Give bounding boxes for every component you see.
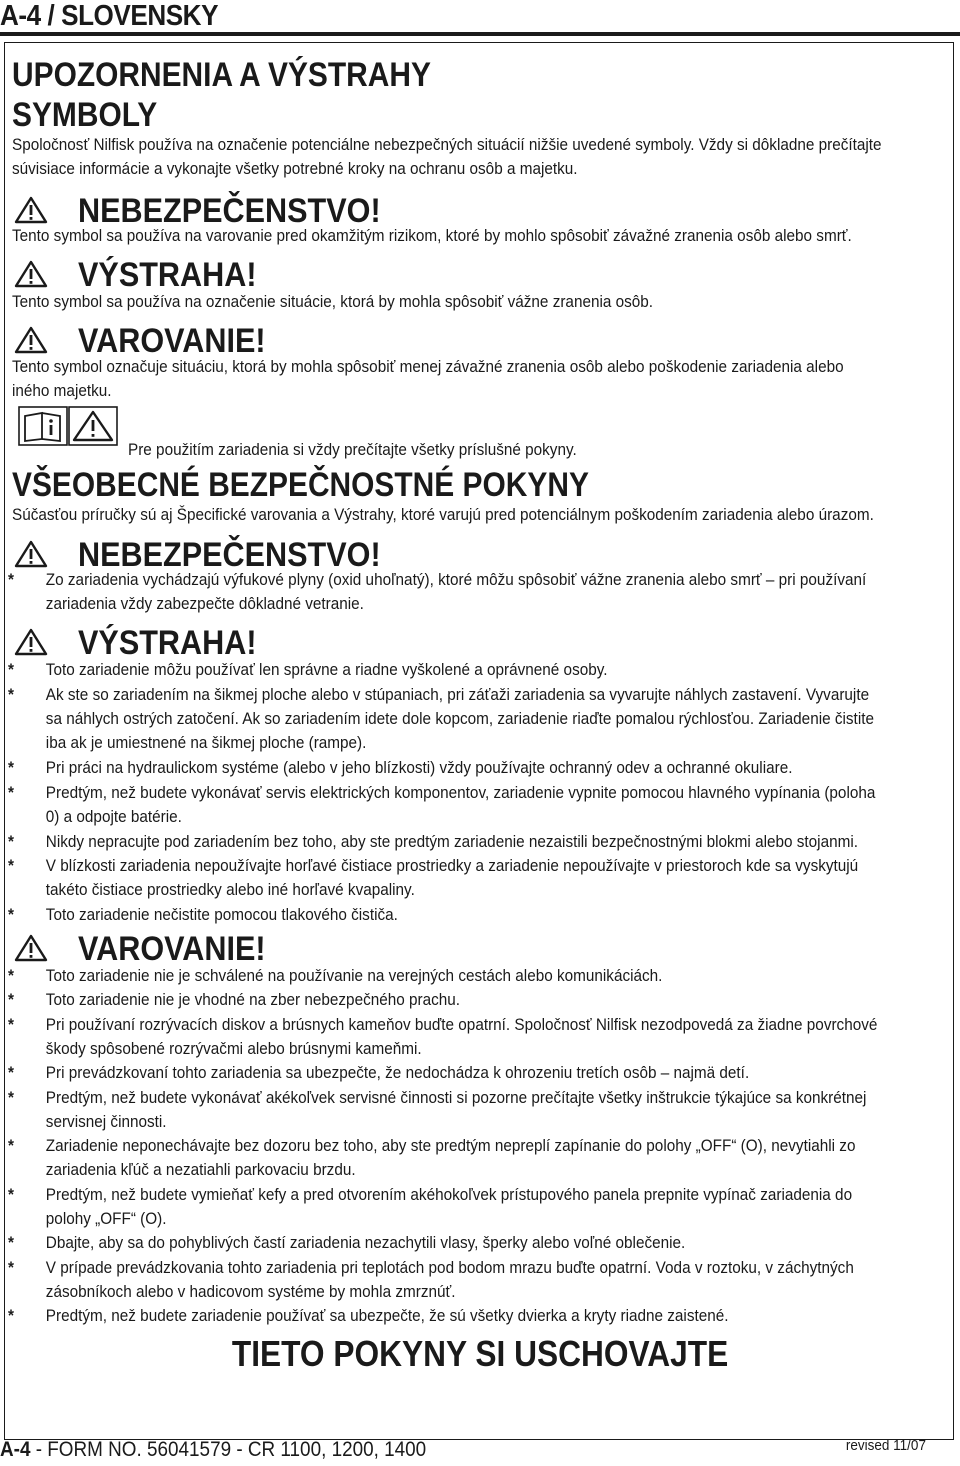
list-item-text [46,1134,946,1182]
list-item-text [46,964,946,988]
header-rule [0,32,960,36]
warning-triangle-icon [14,196,48,224]
list-item-line: škody spôsobené rozrývačmi alebo brúsnymi kameňmi. [45,1038,422,1058]
footer-form-text: - FORM NO. 56041579 - CR 1100, 1200, 1400 [30,1438,427,1461]
footer-revised: revised 11/07 [845,1437,926,1454]
list-item-text [46,988,946,1012]
list-item-text [46,903,946,927]
list-item-text [46,1013,946,1061]
list-item-line: zariadenia kľúč a nezatiahli parkovaciu brzdu. [45,1160,356,1180]
bullet-star: * [8,684,14,704]
danger-label: NEBEZPEČENSTVO! [78,192,381,230]
list-item-text [46,658,946,682]
list-item-line: Pri práci na hydraulickom systéme (alebo v jeho blízkosti) vždy používajte ochranný odev a ochranné okuliare. [45,758,793,777]
bullet-star: * [8,758,14,777]
symbols-intro-line-1: Spoločnosť Nilfisk používa na označenie potenciálne nebezpečných situácií nižšie uvedené symboly. Vždy si dôkladne prečítajte [12,135,882,154]
bullet-star: * [8,1014,14,1034]
list-item-line: Pri používaní rozrývacích diskov a brúsnych kameňov buďte opatrní. Spoločnosť Nilfisk nezodpovedá za žiadne povrchové [45,1014,878,1034]
list-item-text [46,1304,946,1328]
bullet-star: * [8,1063,14,1083]
symbols-intro-line-2: súvisiace informácie a vykonajte všetky potrebné kroky na ochranu osôb a majetku. [12,159,578,178]
list-item-line: Ak ste so zariadením na šikmej ploche alebo v stúpaniach, pri záťaži zariadenia sa vyvarujte náhlych zastavení. Vyvarujte [45,684,870,704]
page-header-title: A-4 / SLOVENSKY [0,0,219,32]
caution-label: VAROVANIE! [78,322,266,360]
list-item-text [46,854,946,902]
warning-triangle-icon [14,628,48,656]
section-title-symbols: SYMBOLY [12,96,158,134]
footer-page-number: A-4 [0,1438,31,1461]
list-item-text [46,683,946,755]
list-item-text [46,1086,946,1134]
list-item-line: Predtým, než budete vykonávať akékoľvek servisné činnosti si pozorne prečítajte všetky inštrukcie týkajúce sa konkrétnej [45,1087,867,1107]
bullet-star: * [8,990,14,1010]
list-item-line: zásobníkoch alebo v hadicovom systéme by mohla zmrznúť. [45,1281,456,1301]
bullet-star: * [8,905,14,924]
list-item-line: Pri prevádzkovaní tohto zariadenia sa ubezpečte, že nedochádza k ohrozeniu tretích osôb – najmä detí. [45,1063,750,1083]
list-item-text [46,568,946,616]
caution-label-2: VAROVANIE! [78,930,266,968]
list-item-text [46,781,946,829]
list-item-line: Toto zariadenie nečistite pomocou tlakového čističa. [45,905,398,924]
read-manual-text: Pre použitím zariadenia si vždy prečítajte všetky príslušné pokyny. [128,440,577,459]
list-item-text [46,830,946,854]
list-item-line: sa náhlych ostrých zatočení. Ak so zariadením idete dole kopcom, zariadenie riaďte pomalou rýchlosťou. Zariadenie čistite [45,708,874,728]
bullet-star: * [8,782,14,802]
list-item-line: Toto zariadenie nie je vhodné na zber nebezpečného prachu. [45,990,461,1010]
list-item-text [46,1256,946,1304]
closing-title-text: TIETO POKYNY SI USCHOVAJTE [231,1333,729,1374]
warning-label-2: VÝSTRAHA! [78,624,257,662]
warning-label: VÝSTRAHA! [78,256,257,294]
list-item-line: 0) a odpojte batérie. [45,806,182,826]
footer-form-number [0,1437,426,1463]
danger-label-2: NEBEZPEČENSTVO! [78,536,381,574]
list-item-line: Toto zariadenie nie je schválené na používanie na verejných cestách alebo komunikáciách. [45,966,663,985]
list-item-line: Predtým, než budete vykonávať servis elektrických komponentov, zariadenie vypnite pomocou hlavného vypínania (poloha [45,782,876,802]
list-item-text [46,1231,946,1255]
bullet-star: * [8,660,14,679]
list-item-line: Toto zariadenie môžu používať len správne a riadne vyškolené a oprávnené osoby. [45,660,608,679]
warning-triangle-icon [14,540,48,568]
list-item-line: Zo zariadenia vychádzajú výfukové plyny (oxid uhoľnatý), ktoré môžu spôsobiť vážne zranenia alebo smrť – pri používaní [45,570,867,589]
list-item-line: servisnej činnosti. [45,1111,167,1131]
warning-triangle-icon [14,260,48,288]
list-item-text [46,1061,946,1085]
bullet-star: * [8,831,14,851]
bullet-star: * [8,1136,14,1156]
bullet-star: * [8,1087,14,1107]
bullet-star: * [8,570,14,589]
bullet-star: * [8,1306,14,1326]
read-manual-book-icon [18,406,118,446]
warning-triangle-icon [14,934,48,962]
list-item-line: iba ak je umiestnené na šikmej ploche (rampe). [45,732,367,752]
read-manual-icons [18,406,118,451]
caution-description-line-1: Tento symbol označuje situáciu, ktorá by mohla spôsobiť menej závažné zranenia osôb alebo poškodenie zariadenia alebo [12,357,844,376]
section-title-general-safety: VŠEOBECNÉ BEZPEČNOSTNÉ POKYNY [12,466,589,504]
section-title-warnings: UPOZORNENIA A VÝSTRAHY [12,56,431,94]
list-item-line: V blízkosti zariadenia nepoužívajte horľavé čistiace prostriedky a zariadenie nepoužívajte v priestoroch kde sa vyskytujú [45,856,859,875]
bullet-star: * [8,966,14,985]
warning-triangle-icon [14,326,48,354]
list-item-line: Predtým, než budete zariadenie používať sa ubezpečte, že sú všetky dvierka a kryty riadne zaistené. [45,1306,729,1326]
list-item-line: zariadenia vždy zabezpečte dôkladné vetranie. [45,594,364,613]
closing-title [0,1334,960,1374]
list-item-line: V prípade prevádzkovania tohto zariadenia pri teplotách pod bodom mrazu buďte opatrní. Voda v roztoku, v záchytných [45,1257,854,1277]
warning-description: Tento symbol sa používa na označenie situácie, ktorá by mohla spôsobiť vážne zranenia osôb. [12,292,654,311]
bullet-star: * [8,1233,14,1253]
general-safety-intro: Súčasťou príručky sú aj Špecifické varovania a Výstrahy, ktoré varujú pred potenciálnym poškodením zariadenia alebo úrazom. [12,505,874,524]
list-item-text [46,1183,946,1231]
list-item-line: Nikdy nepracujte pod zariadením bez toho, aby ste predtým zariadenie nezaistili bezpečnostnými blokmi alebo stojanmi. [45,831,858,851]
list-item-line: takéto čistiace prostriedky alebo iné horľavé kvapaliny. [45,880,415,899]
danger-description: Tento symbol sa používa na varovanie pred okamžitým rizikom, ktoré by mohlo spôsobiť závažné zranenia osôb alebo smrť. [12,226,852,245]
list-item-line: polohy „OFF“ (O). [45,1208,167,1228]
list-item-line: Predtým, než budete vymieňať kefy a pred otvorením akéhokoľvek prístupového panela prepnite vypínač zariadenia do [45,1184,853,1204]
bullet-star: * [8,1257,14,1277]
list-item-text [46,756,946,780]
bullet-star: * [8,1184,14,1204]
list-item-line: Zariadenie neponechávajte bez dozoru bez toho, aby ste predtým nepreplí zapínanie do polohy „OFF“ (O), nevytiahli zo [45,1136,856,1156]
bullet-star: * [8,856,14,875]
caution-description-line-2: iného majetku. [12,381,112,400]
list-item-line: Dbajte, aby sa do pohyblivých častí zariadenia nezachytili vlasy, šperky alebo voľné oblečenie. [45,1233,686,1253]
